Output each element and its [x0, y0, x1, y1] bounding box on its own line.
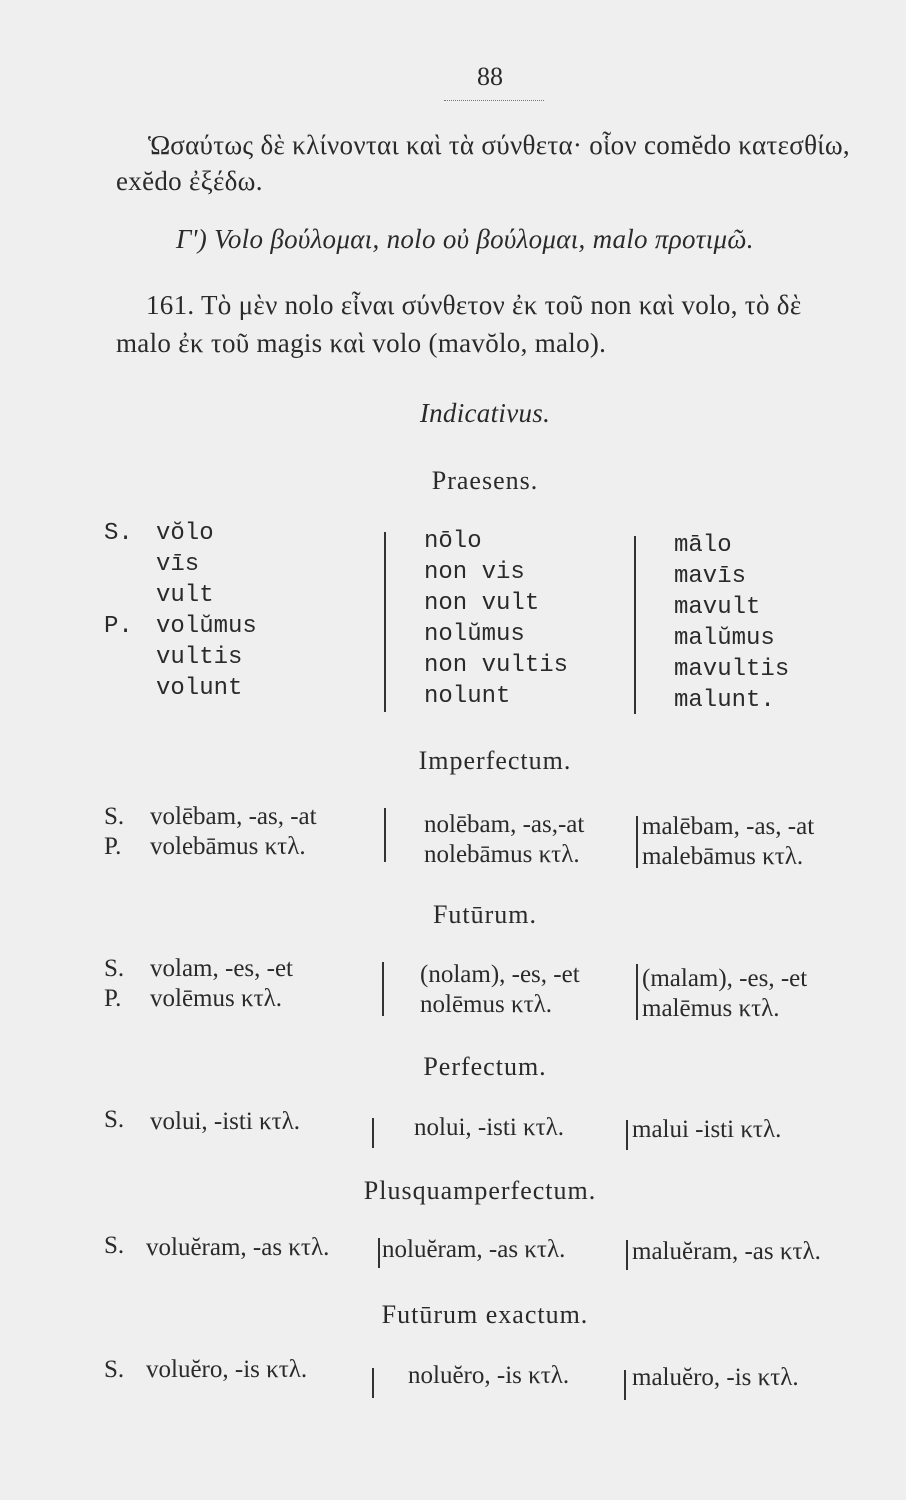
- praesens-label: [104, 549, 144, 580]
- futurum-label: P.: [104, 985, 122, 1012]
- imperfectum-divider-2: [636, 816, 638, 868]
- futurum-nolo-form: (nolam), -es, -et: [420, 961, 580, 988]
- praesens-volo-form: vult: [156, 582, 214, 609]
- imperfectum-labels: [104, 802, 124, 862]
- praesens-malo-form: mavīs: [674, 563, 747, 590]
- futurum-malo-form: (malam), -es, -et: [642, 965, 808, 992]
- praesens-label: S.: [104, 520, 133, 547]
- futurum-exactum-malo: maluĕro, -is κτλ.: [632, 1364, 799, 1391]
- praesens-volo-form: volunt: [156, 675, 243, 702]
- intro-line-2: exĕdo ἐξέδω.: [116, 166, 263, 196]
- futurum-labels: [104, 954, 124, 1014]
- futurum-nolo: [420, 960, 580, 1020]
- praesens-malo-form: malŭmus: [674, 625, 775, 652]
- futurum-exactum-nolo: noluĕro, -is κτλ.: [408, 1362, 570, 1389]
- praesens-nolo-form: non vult: [424, 590, 540, 617]
- praesens-malo-form: malunt.: [674, 687, 775, 714]
- praesens-nolo-form: nōlo: [424, 528, 482, 555]
- plusquamperfectum-divider-1: [378, 1238, 380, 1268]
- perfectum-heading: Perfectum.: [423, 1052, 547, 1081]
- imperfectum-malo-form: malēbam, -as, -at: [642, 813, 815, 840]
- imperfectum-heading: Imperfectum.: [418, 746, 572, 775]
- praesens-malo-form: mālo: [674, 532, 732, 559]
- page-number: 88: [477, 62, 503, 91]
- praesens-divider-1: [384, 532, 386, 712]
- praesens-labels: [104, 518, 144, 642]
- page-number-rule: [444, 100, 544, 101]
- futurum-exactum-divider-1: [372, 1368, 374, 1398]
- imperfectum-volo-form: volēbam, -as, -at: [150, 803, 317, 830]
- imperfectum-volo-form: volebāmus κτλ.: [150, 833, 306, 860]
- plusquamperfectum-divider-2: [626, 1240, 628, 1270]
- imperfectum-nolo-form: nolēbam, -as,-at: [424, 811, 585, 838]
- futurum-exactum-label: S.: [104, 1356, 125, 1383]
- imperfectum-nolo-form: nolebāmus κτλ.: [424, 841, 580, 868]
- futurum-malo: [642, 964, 807, 1024]
- praesens-divider-2: [634, 536, 636, 714]
- imperfectum-divider-1: [384, 808, 386, 862]
- imperfectum-volo: [150, 802, 317, 862]
- indicativus-heading: Indicativus.: [419, 398, 551, 428]
- futurum-label: S.: [104, 955, 125, 982]
- futurum-divider-1: [382, 962, 384, 1016]
- futurum-heading: Futūrum.: [432, 900, 538, 929]
- praesens-nolo-form: non vis: [424, 559, 525, 586]
- praesens-nolo-form: nolŭmus: [424, 621, 525, 648]
- plusquamperfectum-volo: voluĕram, -as κτλ.: [146, 1234, 330, 1261]
- praesens-malo-form: mavult: [674, 594, 761, 621]
- perfectum-label: S.: [104, 1106, 125, 1133]
- imperfectum-label: P.: [104, 833, 122, 860]
- para-161-line-2: malo ἐκ τοῦ magis καὶ volo (mavŏlo, malo).: [116, 328, 607, 358]
- perfectum-divider-2: [626, 1120, 628, 1150]
- futurum-exactum-divider-2: [624, 1370, 626, 1400]
- praesens-nolo-form: nolunt: [424, 683, 511, 710]
- futurum-exactum-volo: voluĕro, -is κτλ.: [146, 1356, 308, 1383]
- praesens-malo-column: [674, 530, 789, 716]
- futurum-volo: [150, 954, 293, 1014]
- plusquamperfectum-heading: Plusquamperfectum.: [363, 1176, 597, 1205]
- futurum-volo-form: volēmus κτλ.: [150, 985, 282, 1012]
- praesens-volo-form: volŭmus: [156, 613, 257, 640]
- plusquamperfectum-malo: maluĕram, -as κτλ.: [632, 1238, 821, 1265]
- praesens-malo-form: mavultis: [674, 656, 790, 683]
- perfectum-divider-1: [372, 1118, 374, 1148]
- perfectum-malo: malui -isti κτλ.: [632, 1116, 782, 1143]
- plusquamperfectum-label: S.: [104, 1232, 125, 1259]
- futurum-malo-form: malēmus κτλ.: [642, 995, 780, 1022]
- praesens-label: [104, 580, 144, 611]
- intro-line-1: Ὡσαύτως δὲ κλίνονται καὶ τὰ σύνθετα· οἷον comĕdo κατεσθίω,: [148, 130, 850, 160]
- futurum-exactum-heading: Futūrum exactum.: [381, 1300, 589, 1329]
- praesens-volo-form: vīs: [156, 551, 200, 578]
- para-161-line-1: 161. Τὸ μὲν nolo εἶναι σύνθετον ἐκ τοῦ non καὶ volo, τὸ δὲ: [146, 290, 802, 320]
- praesens-heading: Praesens.: [431, 466, 539, 495]
- praesens-volo-column: [156, 518, 257, 704]
- imperfectum-nolo: [424, 810, 584, 870]
- imperfectum-label: S.: [104, 803, 125, 830]
- futurum-nolo-form: nolēmus κτλ.: [420, 991, 552, 1018]
- praesens-nolo-form: non vultis: [424, 652, 569, 679]
- futurum-divider-2: [636, 964, 638, 1020]
- praesens-nolo-column: [424, 526, 568, 712]
- imperfectum-malo: [642, 812, 814, 872]
- imperfectum-malo-form: malebāmus κτλ.: [642, 843, 804, 870]
- futurum-volo-form: volam, -es, -et: [150, 955, 294, 982]
- perfectum-nolo: nolui, -isti κτλ.: [414, 1114, 565, 1141]
- praesens-volo-form: vŏlo: [156, 520, 214, 547]
- praesens-volo-form: vultis: [156, 644, 243, 671]
- praesens-label: P.: [104, 613, 133, 640]
- perfectum-volo: volui, -isti κτλ.: [150, 1108, 301, 1135]
- section-heading: Γ') Volo βούλομαι, nolo οὐ βούλομαι, malo προτιμῶ.: [176, 224, 754, 254]
- plusquamperfectum-nolo: noluĕram, -as κτλ.: [382, 1236, 566, 1263]
